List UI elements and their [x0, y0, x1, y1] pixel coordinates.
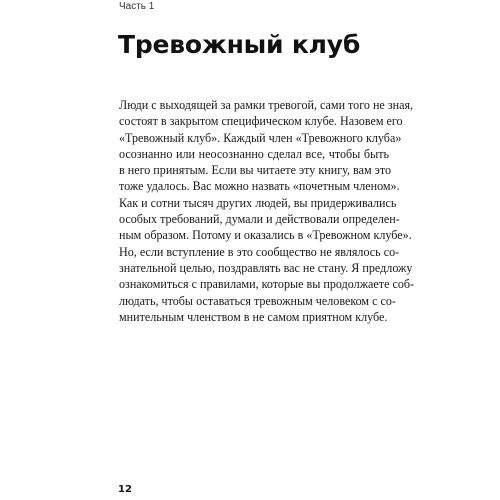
- chapter-title: Тревожный клуб: [118, 30, 361, 59]
- body-line: Люди с выходящей за рамки тревогой, сами того не зная,: [119, 98, 414, 112]
- body-line: мнительным членством в не самом приятном клубе.: [119, 309, 388, 324]
- body-line: осознанно или неосознанно сделал все, чтобы быть: [119, 146, 389, 161]
- running-header: Часть 1: [119, 1, 155, 12]
- body-paragraph: [119, 97, 415, 325]
- body-line: Но, если вступление в это сообщество не являлось со-: [119, 244, 400, 259]
- body-line: тоже удалось. Вас можно назвать «почетным членом».: [119, 179, 400, 194]
- body-line: ознакомиться с правилами, которые вы продолжаете соб-: [119, 277, 415, 292]
- body-line: Как и сотни тысяч других людей, вы придерживались: [119, 195, 397, 210]
- body-line: ным образом. Потому и оказались в «Тревожном клубе».: [119, 228, 412, 243]
- body-line: «Тревожный клуб». Каждый член «Тревожного клуба»: [119, 130, 402, 145]
- body-line: в него принятым. Если вы читаете эту книгу, вам это: [119, 163, 391, 178]
- body-line: состоят в закрытом специфическом клубе. Назовем его: [119, 114, 403, 129]
- page-number: 12: [118, 484, 132, 495]
- body-line: знательной целью, поздравлять вас не стану. Я предложу: [119, 260, 413, 275]
- body-line: особых требований, думали и действовали определен-: [119, 212, 400, 227]
- body-line: людать, чтобы оставаться тревожным человеком с со-: [119, 293, 396, 308]
